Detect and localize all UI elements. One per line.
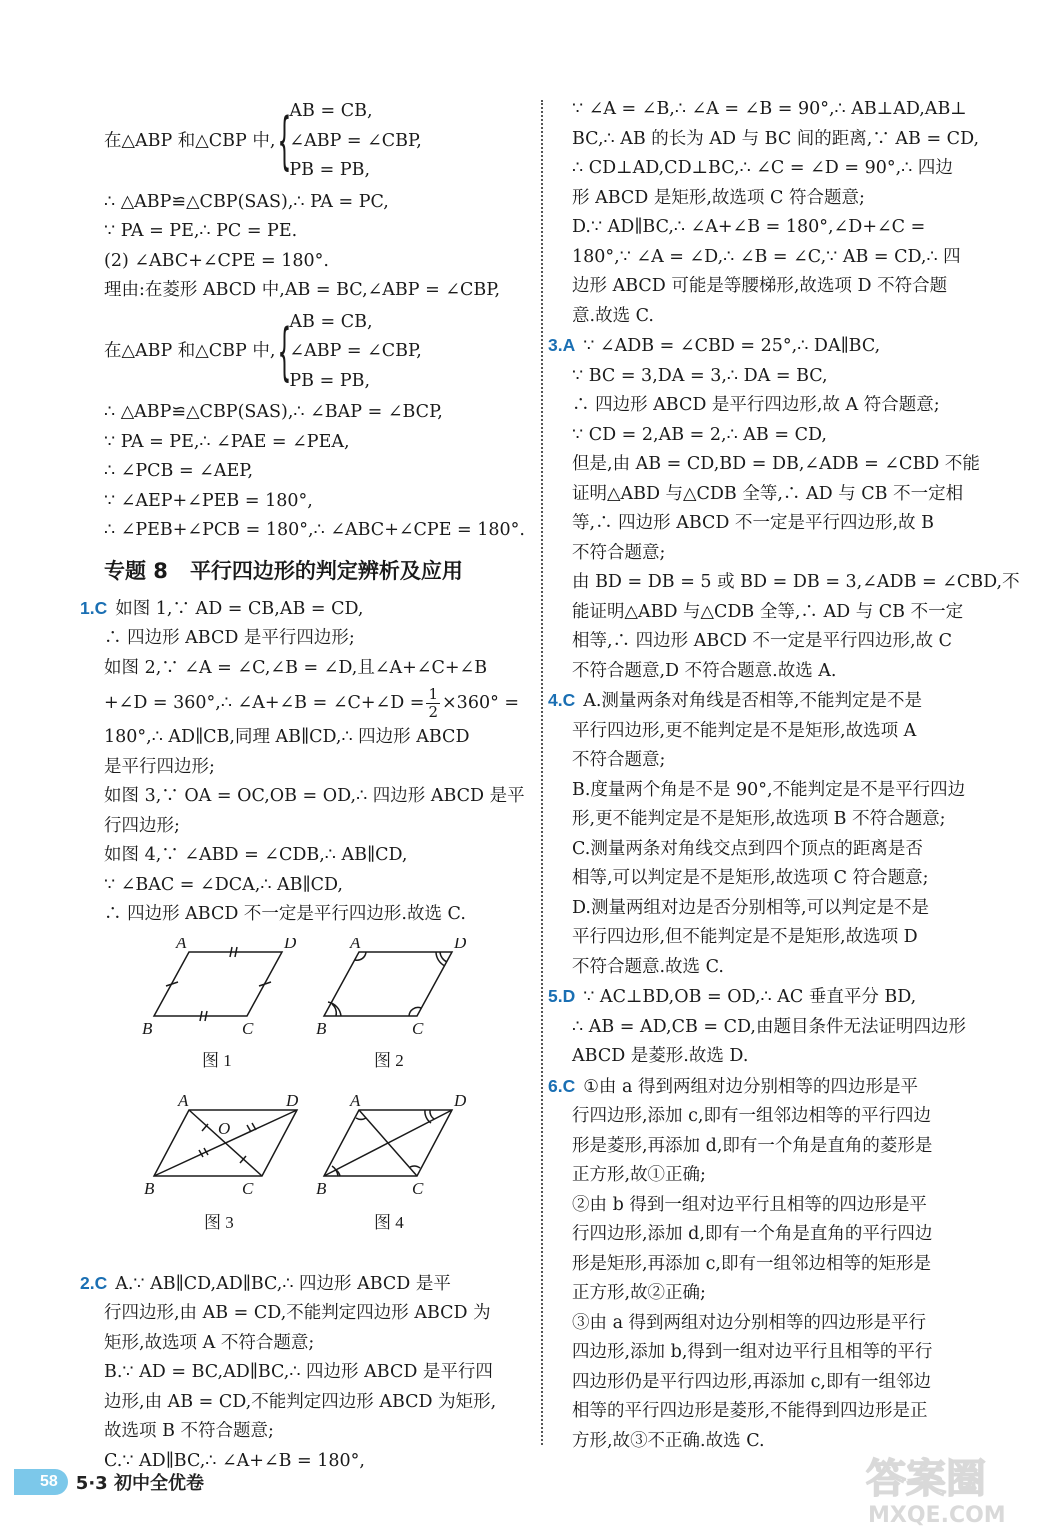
left-brace-icon: {	[277, 104, 292, 178]
question-4-first-line	[548, 686, 1002, 717]
text-line: 相等,可以判定是不是矩形,故选项 C 符合题意;	[572, 868, 929, 888]
answer-text: 如图 1,∵ AD = CB,AB = CD,	[115, 598, 364, 619]
question-2-first-line	[80, 1269, 524, 1300]
fraction-line	[104, 683, 524, 723]
text-line: 等,∴ 四边形 ABCD 不一定是平行四边形,故 B	[572, 513, 934, 533]
watermark-bottom-text: MXQE.COM	[868, 1503, 1006, 1528]
question-3-first-line	[548, 331, 1002, 362]
fig3-caption: 图 3	[204, 1212, 234, 1232]
text-line: 故选项 B 不符合题意;	[104, 1421, 274, 1441]
text-line: 不符合题意.故选 C.	[572, 956, 724, 977]
text-line: ABCD 是菱形.故选 D.	[572, 1046, 749, 1066]
question-number: 5.D	[548, 986, 576, 1006]
fig2-caption: 图 2	[374, 1050, 404, 1070]
text-line: 意.故选 C.	[572, 305, 654, 326]
watermark-logo	[858, 1448, 1043, 1528]
text-line: 180°,∴ AD∥CB,同理 AB∥CD,∴ 四边形 ABCD	[104, 727, 470, 747]
text-line: 正方形,故②正确;	[572, 1283, 706, 1303]
text-line: ∵ ∠A = ∠B,∴ ∠A = ∠B = 90°,∴ AB⊥AD,AB⊥	[572, 99, 967, 119]
fig3-label-c: C	[242, 1178, 254, 1198]
fraction-prefix: +∠D = 360°,∴ ∠A+∠B = ∠C+∠D =	[104, 693, 425, 713]
answer-text: A.∵ AB∥CD,AD∥BC,∴ 四边形 ABCD 是平	[115, 1273, 451, 1294]
topic-heading	[104, 554, 524, 588]
text-line: 边形 ABCD 可能是等腰梯形,故选项 D 不符合题	[572, 276, 948, 296]
fig4-caption: 图 4	[374, 1212, 404, 1232]
text-line: ∴ 四边形 ABCD 不一定是平行四边形.故选 C.	[104, 904, 466, 924]
page-footer	[14, 1465, 204, 1499]
text-line: 四边形仍是平行四边形,再添加 c,即有一组邻边	[572, 1371, 931, 1392]
text-line: 边形,由 AB = CD,不能判定四边形 ABCD 为矩形,	[104, 1391, 497, 1412]
system-block-2	[104, 308, 524, 397]
system-row: AB = CB,	[289, 311, 373, 332]
text-line: 不符合题意,D 不符合题意.故选 A.	[572, 660, 837, 681]
text-line: D.∵ AD∥BC,∴ ∠A+∠B = 180°,∠D+∠C =	[572, 217, 926, 237]
topic-number: 专题 8	[104, 558, 168, 583]
text-line: 由 BD = DB = 5 或 BD = DB = 3,∠ADB = ∠CBD,不	[572, 572, 1020, 592]
question-1-first-line	[80, 594, 524, 625]
left-brace-icon: {	[277, 314, 292, 388]
parallelogram-figures	[104, 938, 524, 1263]
fraction-suffix: ×360° =	[442, 693, 520, 713]
right-column	[548, 95, 1020, 1456]
figure-4	[324, 1110, 452, 1176]
text-line: 相等的平行四边形是菱形,不能得到四边形是正	[572, 1401, 928, 1421]
text-line: 形,更不能判定是不是矩形,故选项 B 不符合题意;	[572, 809, 946, 829]
fig1-label-c: C	[242, 1018, 254, 1038]
text-line: ②由 b 得到一组对边平行且相等的四边形是平	[572, 1194, 927, 1215]
fig2-label-a: A	[350, 937, 361, 952]
text-line: 能证明△ABD 与△CDB 全等,∴ AD 与 CB 不一定	[572, 601, 964, 622]
text-line: 平行四边形,更不能判定是不是矩形,故选项 A	[572, 720, 917, 741]
text-line: 相等,∴ 四边形 ABCD 不一定是平行四边形,故 C	[572, 631, 953, 651]
question-number: 3.A	[548, 335, 576, 355]
fig1-caption: 图 1	[202, 1050, 232, 1070]
text-line: BC,∴ AB 的长为 AD 与 BC 间的距离,∵ AB = CD,	[572, 128, 980, 149]
text-line: (2) ∠ABC+∠CPE = 180°.	[104, 250, 329, 271]
fig2-label-c: C	[412, 1018, 424, 1038]
text-line: 是平行四边形;	[104, 756, 215, 777]
text-line: ∴ △ABP≌△CBP(SAS),∴ PA = PC,	[104, 191, 389, 212]
text-line: ∴ 四边形 ABCD 是平行四边形,故 A 符合题意;	[572, 395, 940, 415]
text-line: 但是,由 AB = CD,BD = DB,∠ADB = ∠CBD 不能	[572, 454, 980, 474]
text-line: 形 ABCD 是矩形,故选项 C 符合题意;	[572, 187, 865, 208]
text-line: ∴ 四边形 ABCD 是平行四边形;	[104, 628, 355, 648]
column-divider	[541, 100, 543, 1445]
fig4-label-a: A	[350, 1090, 361, 1110]
question-number: 4.C	[548, 690, 576, 710]
text-line: ∴ ∠PCB = ∠AEP,	[104, 461, 254, 481]
figure-1	[154, 947, 282, 1021]
text-line: D.测量两组对边是否分别相等,可以判定是不是	[572, 897, 930, 918]
answer-text: ∵ ∠ADB = ∠CBD = 25°,∴ DA∥BC,	[583, 336, 881, 356]
system-row: ∠ABP = ∠CBP,	[289, 130, 422, 151]
fig4-label-d: D	[454, 1090, 467, 1110]
text-line: 如图 2,∵ ∠A = ∠C,∠B = ∠D,且∠A+∠C+∠B	[104, 657, 488, 678]
system-row: PB = PB,	[289, 160, 371, 180]
text-line: ∴ △ABP≌△CBP(SAS),∴ ∠BAP = ∠BCP,	[104, 402, 443, 422]
question-number: 6.C	[548, 1075, 576, 1096]
system-row: AB = CB,	[289, 101, 373, 121]
topic-title: 平行四边形的判定辨析及应用	[189, 558, 463, 583]
fig1-label-d: D	[284, 937, 297, 952]
fig4-label-b: B	[316, 1178, 327, 1198]
answer-text: ∵ AC⊥BD,OB = OD,∴ AC 垂直平分 BD,	[583, 987, 917, 1007]
text-line: C.测量两条对角线交点到四个顶点的距离是否	[572, 838, 923, 859]
text-line: ∵ PA = PE,∴ PC = PE.	[104, 221, 298, 241]
text-line: C.∵ AD∥BC,∴ ∠A+∠B = 180°,	[104, 1450, 365, 1471]
fraction	[426, 686, 440, 721]
system-prefix: 在△ABP 和△CBP 中,	[104, 341, 276, 361]
text-line: B.∵ AD = BC,AD∥BC,∴ 四边形 ABCD 是平行四	[104, 1362, 493, 1382]
text-line: 不符合题意;	[572, 750, 666, 770]
system-row: ∠ABP = ∠CBP,	[289, 341, 422, 361]
fig4-label-c: C	[412, 1178, 424, 1198]
text-line: ∵ ∠AEP+∠PEB = 180°,	[104, 490, 313, 511]
fig1-label-a: A	[176, 937, 187, 952]
text-line: 理由:在菱形 ABCD 中,AB = BC,∠ABP = ∠CBP,	[104, 280, 501, 300]
left-column	[80, 95, 525, 1476]
fig1-label-b: B	[142, 1018, 153, 1038]
text-line: 矩形,故选项 A 不符合题意;	[104, 1332, 315, 1353]
text-line: 形是菱形,再添加 d,即有一个角是直角的菱形是	[572, 1135, 933, 1156]
fig3-label-b: B	[144, 1178, 155, 1198]
text-line: 180°,∵ ∠A = ∠D,∴ ∠B = ∠C,∵ AB = CD,∴ 四	[572, 246, 961, 267]
fig2-label-d: D	[454, 937, 467, 952]
question-number: 1.C	[80, 597, 108, 618]
system-prefix: 在△ABP 和△CBP 中,	[104, 130, 276, 151]
book-brand: 5·3 初中全优卷	[75, 1473, 204, 1494]
page-number: 58	[14, 1469, 68, 1495]
text-line: 正方形,故①正确;	[572, 1165, 706, 1185]
text-line: ∵ BC = 3,DA = 3,∴ DA = BC,	[572, 365, 828, 386]
figures-svg	[104, 938, 524, 1263]
text-line: 如图 3,∵ OA = OC,OB = OD,∴ 四边形 ABCD 是平	[104, 786, 525, 806]
fraction-numerator: 1	[428, 685, 439, 703]
figure-2	[324, 952, 452, 1016]
question-number: 2.C	[80, 1272, 108, 1293]
text-line: ∴ AB = AD,CB = CD,由题目条件无法证明四边形	[572, 1016, 966, 1037]
text-line: 形是矩形,再添加 c,即有一组邻边相等的矩形是	[572, 1253, 931, 1274]
text-line: 四边形,添加 b,得到一组对边平行且相等的平行	[572, 1342, 933, 1362]
text-line: ∴ ∠PEB+∠PCB = 180°,∴ ∠ABC+∠CPE = 180°.	[104, 520, 525, 540]
system-row: PB = PB,	[289, 370, 371, 391]
question-6-first-line	[548, 1072, 1002, 1103]
fig3-label-d: D	[286, 1090, 299, 1110]
text-line: ∵ CD = 2,AB = 2,∴ AB = CD,	[572, 424, 827, 445]
watermark-top-text: 答案圈	[866, 1456, 986, 1502]
text-line: 行四边形,由 AB = CD,不能判定四边形 ABCD 为	[104, 1303, 491, 1323]
fig3-label-o: O	[218, 1118, 231, 1138]
text-line: ∵ PA = PE,∴ ∠PAE = ∠PEA,	[104, 431, 350, 452]
text-line: B.度量两个角是不是 90°,不能判定是不是平行四边	[572, 779, 966, 800]
text-line: 方形,故③不正确.故选 C.	[572, 1430, 765, 1451]
answer-text: ①由 a 得到两组对边分别相等的四边形是平	[583, 1076, 918, 1097]
answer-text: A.测量两条对角线是否相等,不能判定是不是	[583, 691, 922, 711]
text-line: ∵ ∠BAC = ∠DCA,∴ AB∥CD,	[104, 874, 343, 895]
text-line: 行四边形;	[104, 815, 180, 836]
fig2-label-b: B	[316, 1018, 327, 1038]
text-line: 行四边形,添加 c,即有一组邻边相等的平行四边	[572, 1106, 931, 1126]
question-5-first-line	[548, 982, 1002, 1013]
text-line: 如图 4,∵ ∠ABD = ∠CDB,∴ AB∥CD,	[104, 845, 408, 865]
text-line: 证明△ABD 与△CDB 全等,∴ AD 与 CB 不一定相	[572, 483, 964, 504]
text-line: 行四边形,添加 d,即有一个角是直角的平行四边	[572, 1224, 933, 1244]
system-block-1	[104, 97, 524, 186]
text-line: 平行四边形,但不能判定是不是矩形,故选项 D	[572, 927, 918, 947]
text-line: ③由 a 得到两组对边分别相等的四边形是平行	[572, 1312, 927, 1333]
fraction-denominator: 2	[428, 703, 439, 721]
text-line: ∴ CD⊥AD,CD⊥BC,∴ ∠C = ∠D = 90°,∴ 四边	[572, 158, 953, 178]
fig3-label-a: A	[178, 1090, 189, 1110]
text-line: 不符合题意;	[572, 542, 666, 563]
